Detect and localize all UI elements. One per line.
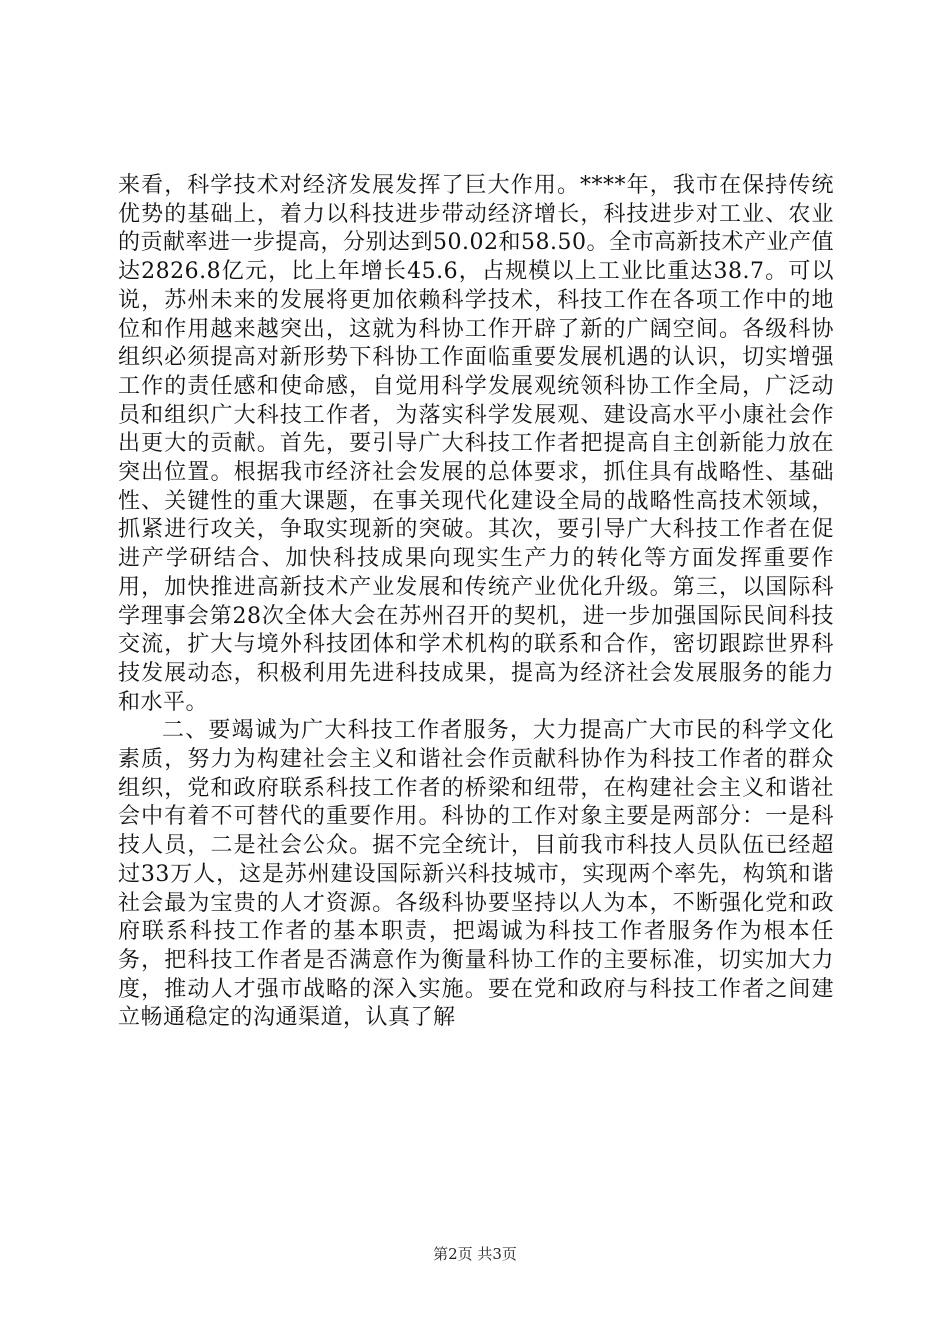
- document-body: [118, 172, 834, 1033]
- paragraph-2: 二、要竭诚为广大科技工作者服务，大力提高广大市民的科学文化素质，努力为构建社会主义和谐社会作贡献科协作为科技工作者的群众组织，党和政府联系科技工作者的桥梁和纽带，在构建社会主义和谐社会中有着不可替代的重要作用。科协的工作对象主要是两部分：一是科技人员，二是社会公众。据不完全统计，目前我市科技人员队伍已经超过33万人，这是苏州建设国际新兴科技城市，实现两个率先，构筑和谐社会最为宝贵的人才资源。各级科协要坚持以人为本，不断强化党和政府联系科技工作者的基本职责，把竭诚为科技工作者服务作为根本任务，把科技工作者是否满意作为衡量科协工作的主要标准，切实加大力度，推动人才强市战略的深入实施。要在党和政府与科技工作者之间建立畅通稳定的沟通渠道，认真了解: [118, 718, 834, 1031]
- paragraph-1: 来看，科学技术对经济发展发挥了巨大作用。****年，我市在保持传统优势的基础上，着力以科技进步带动经济增长，科技进步对工业、农业的贡献率进一步提高，分别达到50.02和58.50。全市高新技术产业产值达2826.8亿元，比上年增长45.6，占规模以上工业比重达38.7。可以说，苏州未来的发展将更加依赖科学技术，科技工作在各项工作中的地位和作用越来越突出，这就为科协工作开辟了新的广阔空间。各级科协组织必须提高对新形势下科协工作面临重要发展机遇的认识，切实增强工作的责任感和使命感，自觉用科学发展观统领科协工作全局，广泛动员和组织广大科技工作者，为落实科学发展观、建设高水平小康社会作出更大的贡献。首先，要引导广大科技工作者把提高自主创新能力放在突出位置。根据我市经济社会发展的总体要求，抓住具有战略性、基础性、关键性的重大课题，在事关现代化建设全局的战略性高技术领域，抓紧进行攻关，争取实现新的突破。其次，要引导广大科技工作者在促进产学研结合、加快科技成果向现实生产力的转化等方面发挥重要作用，加快推进高新技术产业发展和传统产业优化升级。第三，以国际科学理事会第28次全体大会在苏州召开的契机，进一步加强国际民间科技交流，扩大与境外科技团体和学术机构的联系和合作，密切跟踪世界科技发展动态，积极利用先进科技成果，提高为经济社会发展服务的能力和水平。: [118, 173, 834, 715]
- page-number-footer: 第2页 共3页: [433, 1245, 517, 1263]
